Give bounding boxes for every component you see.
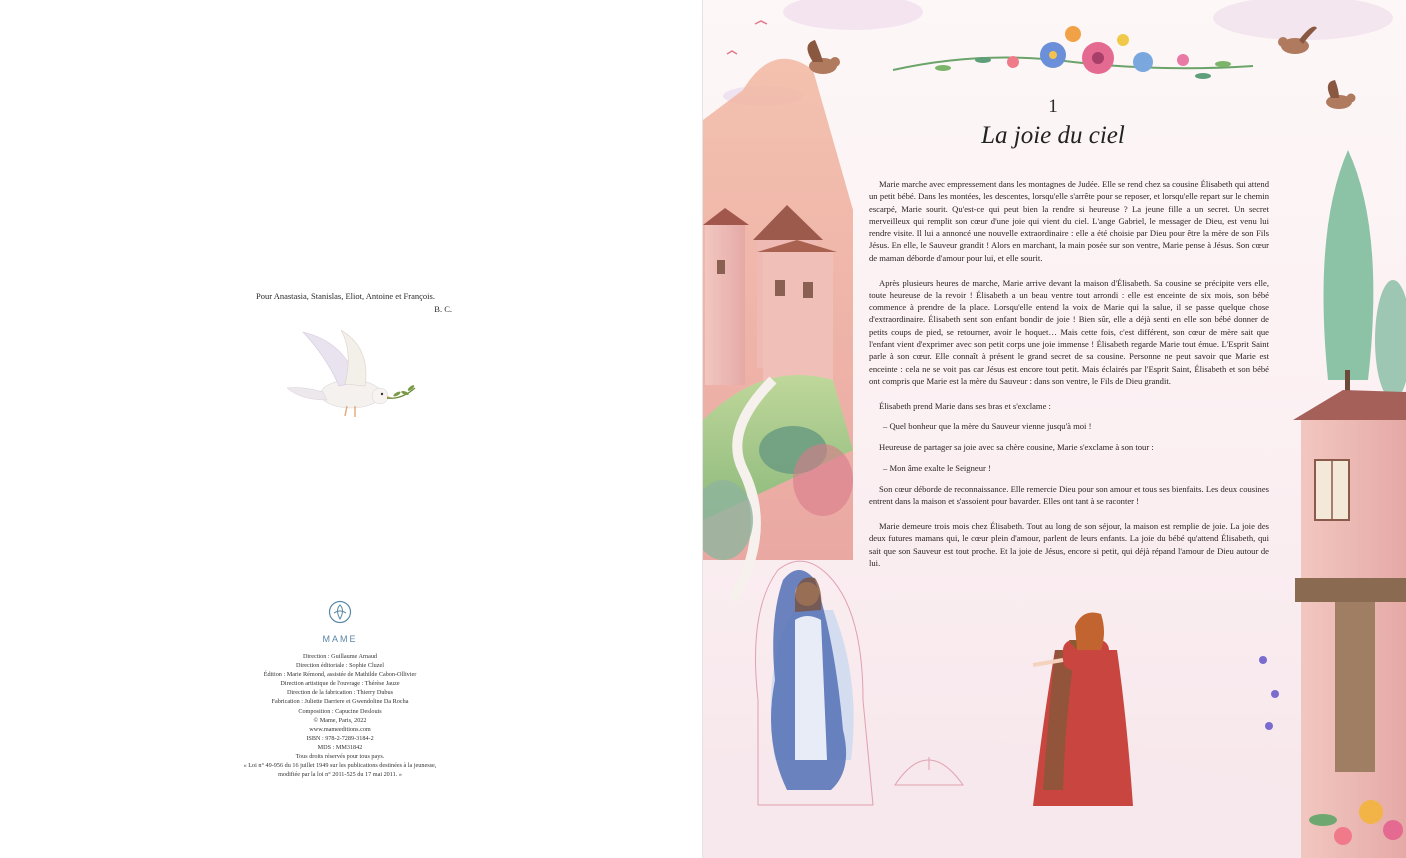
tower-roof [1293,390,1406,420]
chapter-number: 1 [1048,96,1058,117]
elisabeth-figure [1033,613,1133,807]
colophon-line: ISBN : 978-2-7289-3184-2 [306,734,374,742]
colophon-line: Édition : Marie Rémond, assistée de Mathilde Cabon-Ollivier [263,671,417,679]
colophon-line: MDS : MM31842 [317,743,363,751]
house [705,225,745,385]
bird [807,40,840,74]
dedication-line: Pour Anastasia, Stanislas, Eliot, Antoine et François. [256,291,435,301]
dialogue-line: – Quel bonheur que la mère du Sauveur vienne jusqu'à moi ! [883,421,1092,432]
paragraph: Après plusieurs heures de marche, Marie arrive devant la maison d'Élisabeth. Sa cousine se précipite vers elle, toute heureuse de la revoir ! Élisabeth a un beau ventre tout arrondi : elle est enceinte de six mois, son bébé commence à prendre de la place. Lorsqu'elle entend la voix de Marie qui la salue, il se passe quelque chose d'extraordinaire. Élisabeth sent son enfant bondir de joie ! Bien sûr, elle a déjà senti en elle son bébé donner de petits coups de pied, se retourner, avoir le hoquet… Mais cette fois, c'est différent, son cœur de mère sait que l'enfant vient d'exprimer avec son petit corps une joie immense ! Élisabeth regarde Marie tout émue. L'Esprit Saint parle à son cœur. Elle connaît à présent le grand secret de sa cousine. Personne ne peut savoir que Marie est enceinte : cela ne se voit pas car Jésus est encore tout petit. Mais éclairés par l'Esprit Saint, Élisabeth et son bébé ont compris que Marie est la mère du Sauveur : dans son ventre, le Fils de Dieu grandit. [869,277,1269,386]
paragraph: Son cœur déborde de reconnaissance. Elle remercie Dieu pour son amour et tous ses bienfaits. Les deux cousines entrent dans la maison et s'assoient pour bavarder. Elles ont tant à se raconter ! [869,483,1269,507]
colophon [240,652,440,779]
right-page [703,0,1406,858]
cypress-tree [1324,150,1374,380]
paragraph: Marie demeure trois mois chez Élisabeth. Tout au long de son séjour, la maison est remplie de joie. La joie des deux futures mamans qui, le cœur plein d'amour, parlent de leurs enfants. La joie du bébé qu'attend Élisabeth, qui sait que son Sauveur est tout proche. Et la joie de Jésus, encore si petit, qui déjà répand l'amour de Dieu autour de lui. [869,521,1269,568]
paragraph: Heureuse de partager sa joie avec sa chère cousine, Marie s'exclame à son tour : [879,442,1154,453]
mame-logo-icon [328,600,352,624]
dove-illustration [283,330,418,430]
publisher-block [240,600,440,779]
colophon-line: Composition : Capucine Deslouis [298,707,382,715]
cloud [1213,0,1393,40]
cloud [783,0,923,30]
floral-header [893,26,1253,79]
doorway-beam [1295,578,1406,602]
colophon-line: « Loi n° 49-956 du 16 juillet 1949 sur les publications destinées à la jeunesse, [243,762,437,770]
colophon-line: modifiée par la loi n° 2011-525 du 17 mai 2011. » [278,771,402,779]
colophon-line: Direction artistique de l'ouvrage : Thérèse Jauze [280,680,400,688]
dialogue-line: – Mon âme exalte le Seigneur ! [883,462,991,473]
author-initials: B. C. [434,304,452,314]
colophon-line: Direction éditoriale : Sophie Cluzel [296,662,384,670]
bird [1326,80,1356,109]
colophon-line: Fabrication : Juliette Darriere et Gwendoline Da Rocha [271,698,409,706]
colophon-line: Direction de la fabrication : Thierry Dubus [286,689,394,697]
publisher-name: MAME [322,634,358,644]
paragraph: Élisabeth prend Marie dans ses bras et s'exclame : [879,400,1051,411]
marie-figure [771,570,854,790]
story-text [869,178,1269,582]
paragraph: Marie marche avec empressement dans les montagnes de Judée. Elle se rend chez sa cousine Élisabeth qui attend un petit bébé. Dans les montées, les descentes, lorsqu'elle s'arrête pour se reposer, et lorsqu'elle repart sur le chemin escarpé, Marie sourit. Qu'est-ce qui peut bien la rendre si heureuse ? La jeune fille a un secret. Un secret merveilleux qui remplit son cœur d'une joie qui vient du ciel. L'ange Gabriel, le messager de Dieu, est venu lui rendre visite. Il lui a annoncé une nouvelle extraordinaire : elle a été choisie par Dieu pour être la mère de son Fils Jésus. En elle, le Sauveur grandit ! Alors en marchant, la main posée sur son ventre, Marie pense à Jésus. Son cœur de maman déborde d'amour pour lui, et elle sourit. [869,179,1269,263]
colophon-line: © Mame, Paris, 2022 [313,716,367,724]
colophon-line: Direction : Guillaume Arnaud [302,653,378,660]
door [1335,602,1375,772]
chapter-title: La joie du ciel [981,122,1125,149]
colophon-line: www.mameeditions.com [309,725,371,733]
dedication [256,290,452,316]
colophon-line: Tous droits réservés pour tous pays. [295,753,385,761]
